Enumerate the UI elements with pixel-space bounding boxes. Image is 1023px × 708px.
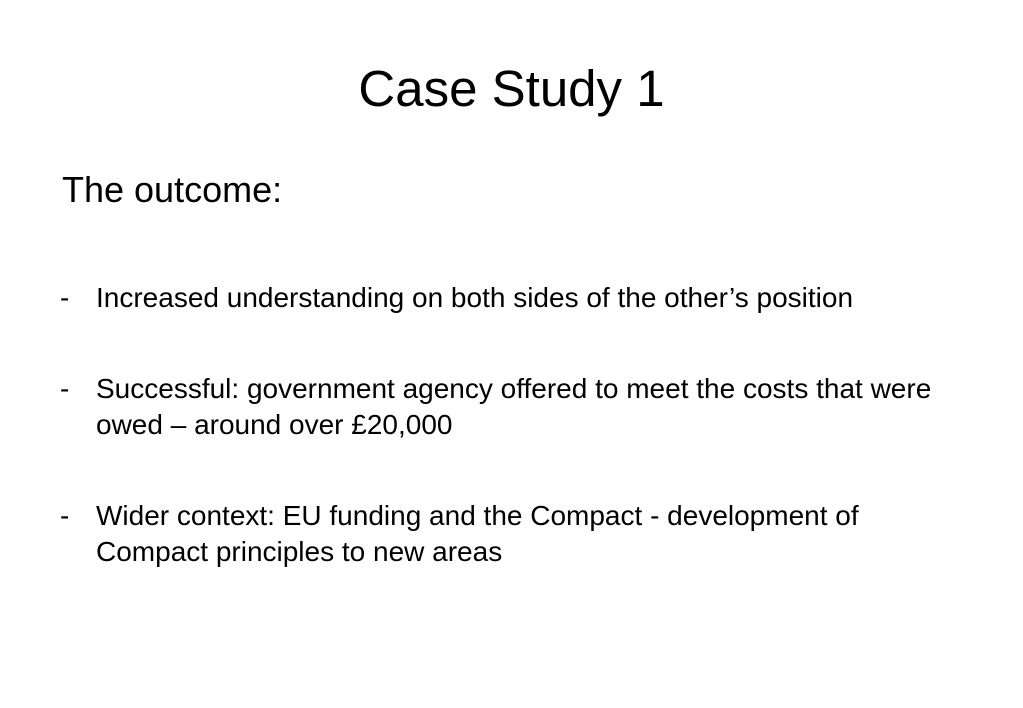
bullet-item bbox=[58, 498, 958, 570]
slide-subtitle: The outcome: bbox=[62, 169, 283, 210]
bullet-marker: - bbox=[60, 373, 70, 404]
bullet-text: Wider context: EU funding and the Compact - development of Compact principles to new areas bbox=[96, 500, 859, 567]
bullet-text: Successful: government agency offered to meet the costs that were owed – around over £20,000 bbox=[96, 373, 932, 440]
bullet-list bbox=[58, 280, 958, 625]
slide-title: Case Study 1 bbox=[358, 60, 665, 117]
bullet-item bbox=[58, 280, 958, 316]
bullet-marker: - bbox=[60, 282, 70, 313]
bullet-item bbox=[58, 371, 958, 443]
bullet-text: Increased understanding on both sides of the other’s position bbox=[96, 282, 854, 313]
bullet-marker: - bbox=[60, 500, 70, 531]
